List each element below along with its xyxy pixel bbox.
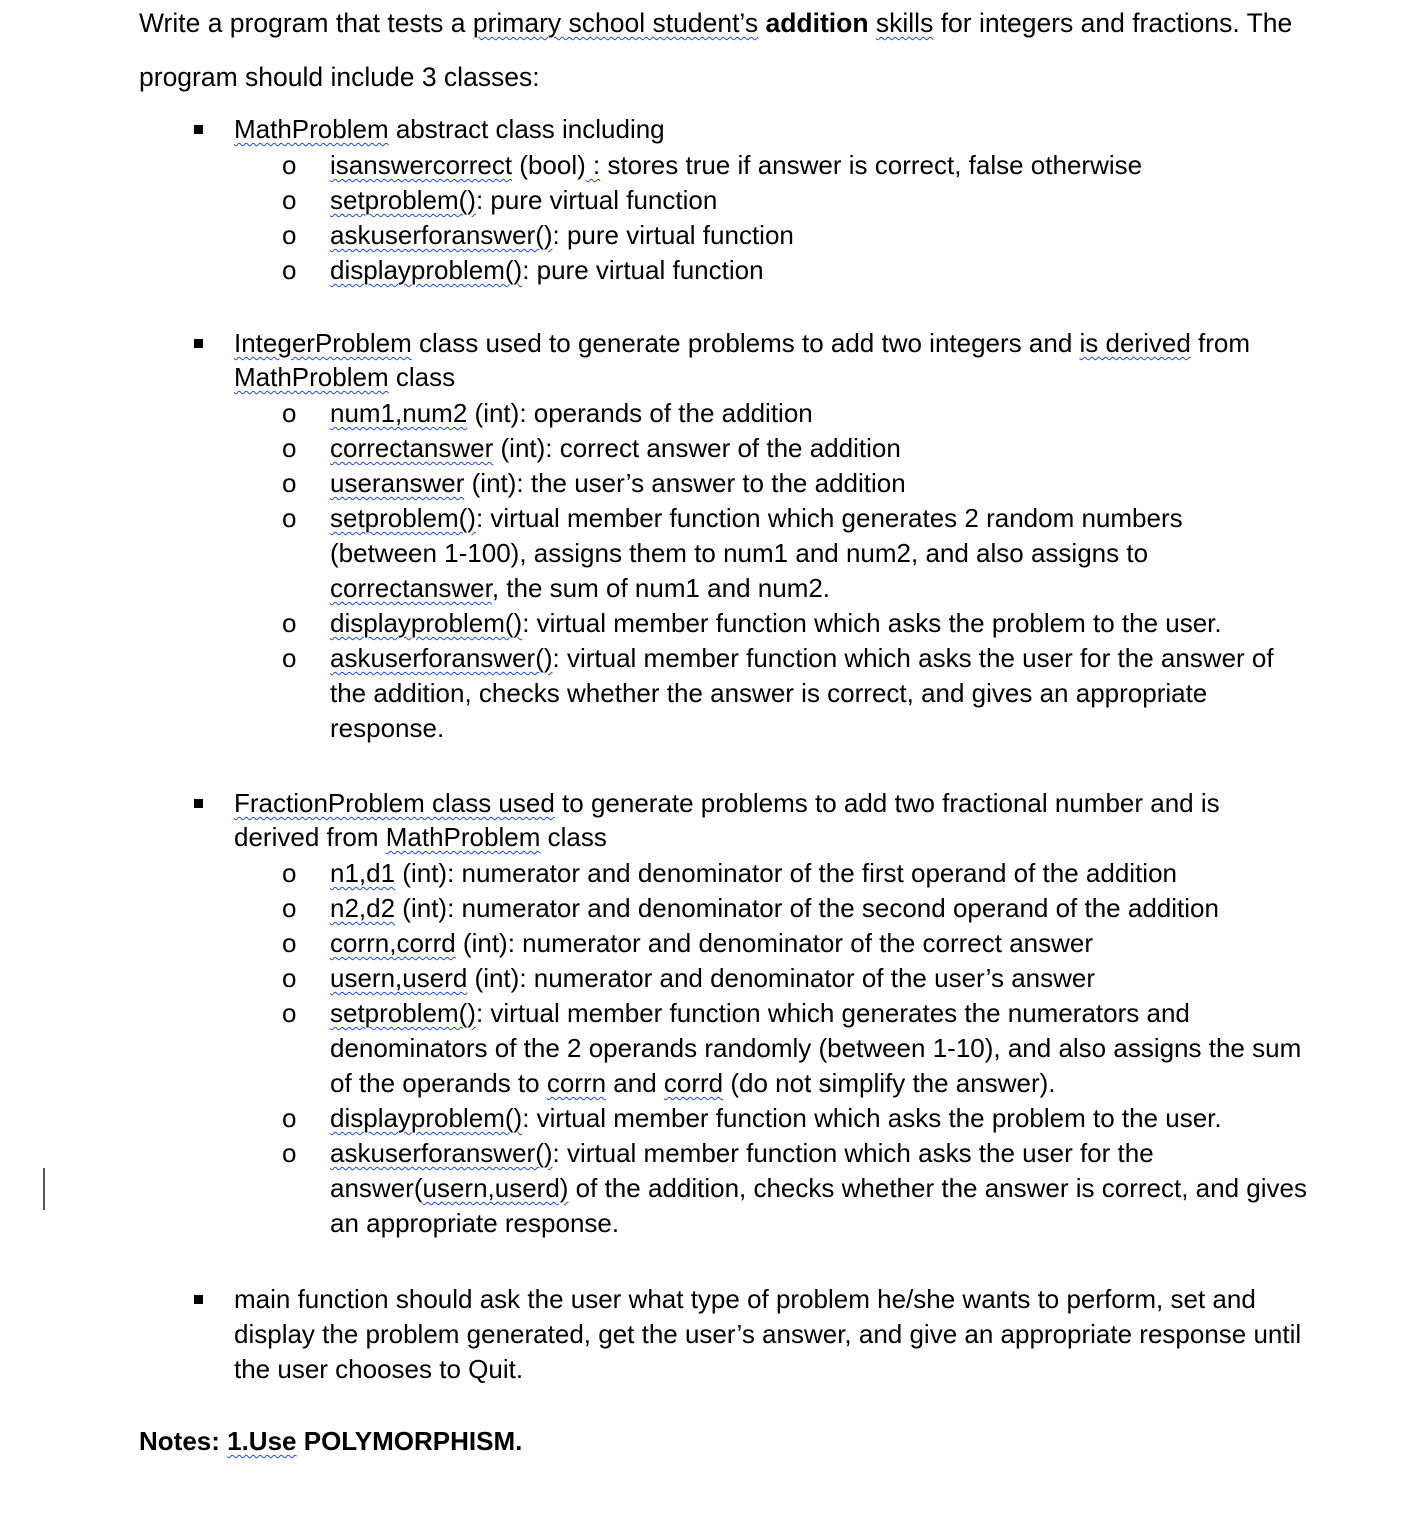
section-math-problem bbox=[180, 112, 1340, 288]
text: : virtual member function which generates the numerators and bbox=[475, 998, 1190, 1028]
text-spellcheck: : bbox=[585, 150, 601, 180]
text: answer( bbox=[330, 1173, 423, 1203]
text: : virtual member function which asks the user for the bbox=[552, 1138, 1154, 1168]
line bbox=[330, 641, 1340, 676]
text-spellcheck: n1,d1 bbox=[330, 858, 396, 888]
circle-bullet-icon: o bbox=[282, 1103, 297, 1133]
text: : virtual member function which generates 2 random numbers bbox=[475, 503, 1183, 533]
intro-paragraph bbox=[139, 0, 1359, 104]
text-spellcheck: corrn,corrd bbox=[330, 928, 456, 958]
heading-line-1 bbox=[234, 326, 1340, 360]
section-fraction-problem bbox=[180, 786, 1340, 1241]
circle-bullet-icon: o bbox=[282, 858, 297, 888]
text-spellcheck: num1,num2 bbox=[330, 398, 468, 428]
text-spellcheck: FractionProblem class used bbox=[234, 788, 555, 818]
circle-bullet-icon: o bbox=[282, 255, 297, 285]
text-spellcheck: displayproblem() bbox=[330, 1103, 523, 1133]
text-spellcheck: MathProblem bbox=[234, 362, 389, 392]
text-bold: addition bbox=[765, 8, 869, 38]
line bbox=[330, 1066, 1340, 1101]
text-spellcheck: 1.Use bbox=[227, 1426, 297, 1456]
circle-bullet-icon: o bbox=[282, 433, 297, 463]
text-spellcheck: askuserforanswer() bbox=[330, 1138, 553, 1168]
text: (int): the user’s answer to the addition bbox=[464, 468, 906, 498]
line bbox=[330, 1171, 1340, 1206]
text bbox=[869, 8, 876, 38]
sub-list bbox=[180, 856, 1340, 1241]
line bbox=[330, 1136, 1340, 1171]
line bbox=[330, 501, 1340, 536]
text: class bbox=[388, 362, 456, 392]
line: display the problem generated, get the user’s answer, and give an appropriate response until bbox=[234, 1319, 1302, 1349]
text-spellcheck: correctanswer bbox=[330, 433, 494, 463]
circle-bullet-icon: o bbox=[282, 643, 297, 673]
text-spellcheck: setproblem() bbox=[330, 503, 476, 533]
text: stores true if answer is correct, false otherwise bbox=[600, 150, 1143, 180]
text-spellcheck: primary school student’s bbox=[472, 8, 759, 38]
sub-item bbox=[180, 253, 1340, 288]
text: (int): numerator and denominator of the second operand of the addition bbox=[395, 893, 1219, 923]
text-spellcheck: correctanswer bbox=[330, 573, 492, 603]
text: (int): operands of the addition bbox=[467, 398, 813, 428]
intro-line-2: program should include 3 classes: bbox=[139, 62, 540, 92]
circle-bullet-icon: o bbox=[282, 893, 297, 923]
text-spellcheck: displayproblem() bbox=[330, 608, 523, 638]
text-spellcheck: usern,userd bbox=[330, 963, 468, 993]
square-bullet-icon bbox=[194, 799, 203, 808]
text: of the addition, checks whether the answer is correct, and gives bbox=[568, 1173, 1307, 1203]
circle-bullet-icon: o bbox=[282, 503, 297, 533]
heading-line-2 bbox=[234, 820, 1340, 854]
bullet-item bbox=[180, 786, 1340, 854]
sub-item bbox=[180, 1136, 1340, 1241]
text-spellcheck: useranswer bbox=[330, 468, 465, 498]
heading-line-2 bbox=[234, 360, 1340, 394]
circle-bullet-icon: o bbox=[282, 185, 297, 215]
text-cursor bbox=[43, 1168, 45, 1210]
bullet-item bbox=[180, 1282, 1340, 1387]
sub-item bbox=[180, 183, 1340, 218]
text: : virtual member function which asks the user for the answer of bbox=[552, 643, 1274, 673]
text: class bbox=[540, 822, 607, 852]
text-spellcheck: askuserforanswer() bbox=[330, 220, 553, 250]
line: the user chooses to Quit. bbox=[234, 1354, 524, 1384]
text: , the sum of num1 and num2. bbox=[491, 573, 831, 603]
text: : pure virtual function bbox=[552, 220, 794, 250]
section-integer-problem bbox=[180, 326, 1340, 746]
text: (do not simplify the answer). bbox=[723, 1068, 1056, 1098]
text: Write a program that tests a bbox=[139, 8, 473, 38]
circle-bullet-icon: o bbox=[282, 1138, 297, 1168]
square-bullet-icon bbox=[194, 125, 203, 134]
line bbox=[330, 571, 1340, 606]
sub-item bbox=[180, 961, 1340, 996]
line: (between 1-100), assigns them to num1 and num2, and also assigns to bbox=[330, 538, 1149, 568]
text: (int): correct answer of the addition bbox=[493, 433, 901, 463]
sub-item bbox=[180, 926, 1340, 961]
text-spellcheck: corrd bbox=[663, 1068, 724, 1098]
text-spellcheck: corrn bbox=[546, 1068, 607, 1098]
circle-bullet-icon: o bbox=[282, 220, 297, 250]
circle-bullet-icon: o bbox=[282, 998, 297, 1028]
bullet-item bbox=[180, 326, 1340, 394]
circle-bullet-icon: o bbox=[282, 398, 297, 428]
text-spellcheck: n2,d2 bbox=[330, 893, 396, 923]
text-spellcheck: setproblem() bbox=[330, 185, 476, 215]
text: : pure virtual function bbox=[522, 255, 764, 285]
square-bullet-icon bbox=[194, 1295, 203, 1304]
sub-item bbox=[180, 218, 1340, 253]
text-spellcheck: MathProblem bbox=[234, 114, 389, 144]
sub-item bbox=[180, 891, 1340, 926]
text: (int): numerator and denominator of the correct answer bbox=[455, 928, 1094, 958]
text: from bbox=[1190, 328, 1251, 358]
sub-list bbox=[180, 396, 1340, 746]
text: : virtual member function which asks the problem to the user. bbox=[522, 1103, 1222, 1133]
text: derived from bbox=[234, 822, 386, 852]
line: response. bbox=[330, 713, 445, 743]
text-bold: Notes: bbox=[139, 1426, 228, 1456]
text-spellcheck: skills bbox=[875, 8, 934, 38]
line: the addition, checks whether the answer is correct, and gives an appropriate bbox=[330, 678, 1208, 708]
notes-line bbox=[139, 1424, 522, 1458]
sub-item bbox=[180, 501, 1340, 606]
sub-item bbox=[180, 1101, 1340, 1136]
circle-bullet-icon: o bbox=[282, 608, 297, 638]
text: (bool) bbox=[512, 150, 586, 180]
line: an appropriate response. bbox=[330, 1208, 620, 1238]
sub-item bbox=[180, 396, 1340, 431]
text-spellcheck: is derived bbox=[1079, 328, 1191, 358]
line: main function should ask the user what type of problem he/she wants to perform, set and bbox=[234, 1284, 1256, 1314]
text: : virtual member function which asks the problem to the user. bbox=[522, 608, 1222, 638]
sub-item bbox=[180, 606, 1340, 641]
bullet-item bbox=[180, 112, 1340, 146]
sub-item bbox=[180, 466, 1340, 501]
text: : pure virtual function bbox=[475, 185, 718, 215]
sub-item bbox=[180, 148, 1340, 183]
text: class used to generate problems to add two integers and bbox=[411, 328, 1080, 358]
text-spellcheck: displayproblem() bbox=[330, 255, 523, 285]
text-spellcheck: usern,userd) bbox=[422, 1173, 569, 1203]
circle-bullet-icon: o bbox=[282, 150, 297, 180]
text: and bbox=[606, 1068, 664, 1098]
text-spellcheck: setproblem() bbox=[330, 998, 476, 1028]
sub-list bbox=[180, 148, 1340, 288]
text: for integers and fractions. The bbox=[933, 8, 1293, 38]
heading-line-1 bbox=[234, 786, 1340, 820]
text: (int): numerator and denominator of the user’s answer bbox=[467, 963, 1096, 993]
line: denominators of the 2 operands randomly (between 1-10), and also assigns the sum bbox=[330, 1033, 1302, 1063]
text-spellcheck: askuserforanswer() bbox=[330, 643, 553, 673]
circle-bullet-icon: o bbox=[282, 468, 297, 498]
text: (int): numerator and denominator of the first operand of the addition bbox=[395, 858, 1177, 888]
text: of the operands to bbox=[330, 1068, 547, 1098]
sub-item bbox=[180, 856, 1340, 891]
text-spellcheck: MathProblem bbox=[385, 822, 541, 852]
text-spellcheck: IntegerProblem bbox=[234, 328, 412, 358]
section-main-function bbox=[180, 1282, 1340, 1387]
circle-bullet-icon: o bbox=[282, 963, 297, 993]
text: abstract class including bbox=[388, 114, 665, 144]
intro-line-1 bbox=[139, 0, 1359, 50]
text: to generate problems to add two fractional number and is bbox=[554, 788, 1220, 818]
text-spellcheck: isanswercorrect bbox=[330, 150, 513, 180]
sub-item bbox=[180, 641, 1340, 746]
square-bullet-icon bbox=[194, 339, 203, 348]
sub-item bbox=[180, 996, 1340, 1101]
circle-bullet-icon: o bbox=[282, 928, 297, 958]
line bbox=[330, 996, 1340, 1031]
text-bold: POLYMORPHISM. bbox=[296, 1426, 523, 1456]
sub-item bbox=[180, 431, 1340, 466]
